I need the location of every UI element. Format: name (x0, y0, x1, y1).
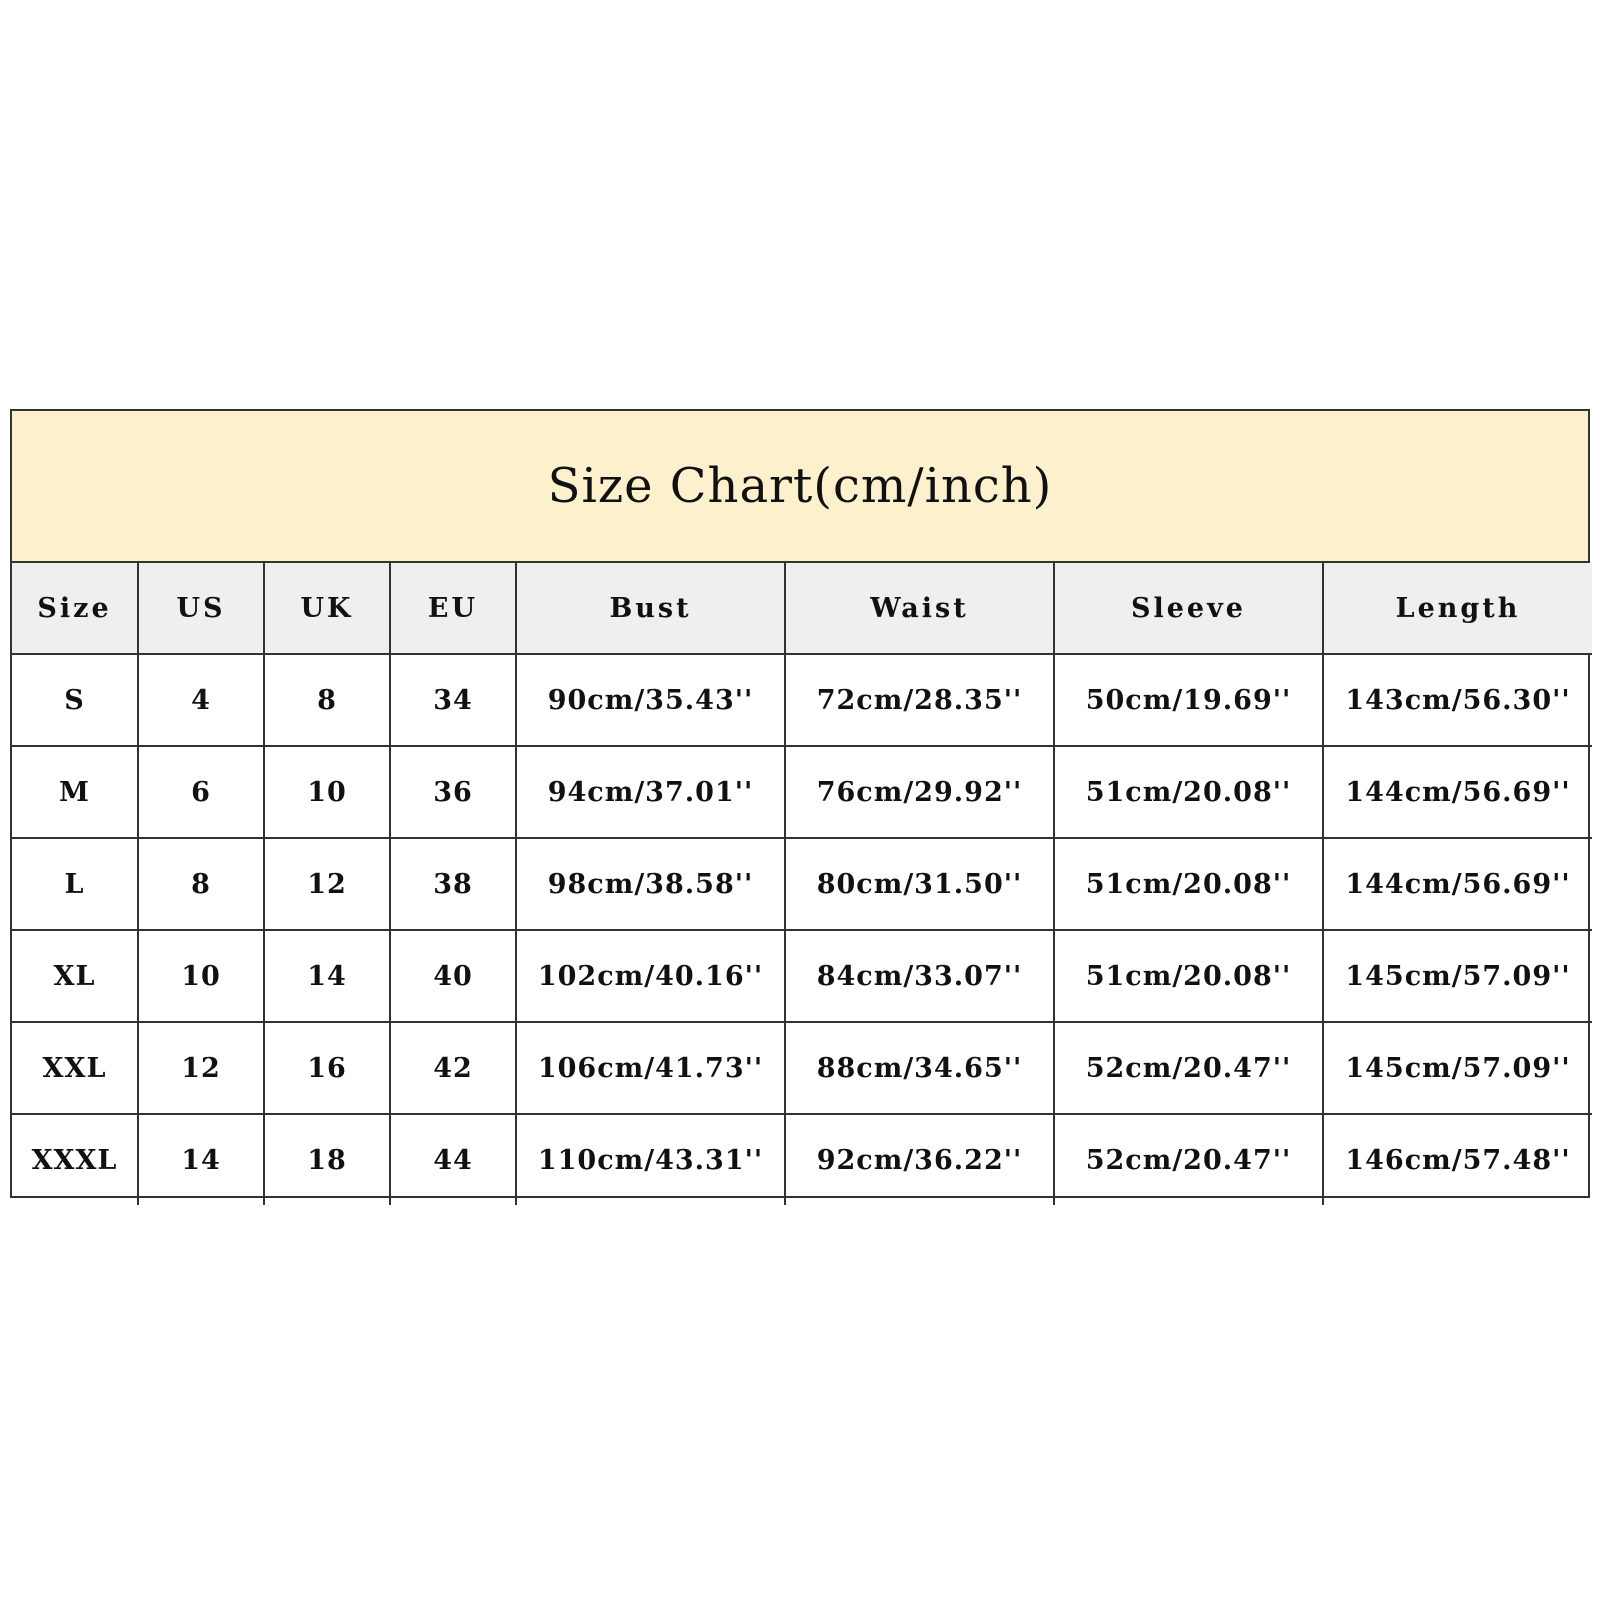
cell-bust: 94cm/37.01'' (516, 746, 785, 838)
cell-us: 10 (138, 930, 264, 1022)
header-sleeve: Sleeve (1054, 563, 1323, 654)
cell-size: XXL (12, 1022, 138, 1114)
cell-bust: 102cm/40.16'' (516, 930, 785, 1022)
cell-size: XL (12, 930, 138, 1022)
cell-eu: 36 (390, 746, 516, 838)
cell-bust: 90cm/35.43'' (516, 654, 785, 746)
cell-uk: 16 (264, 1022, 390, 1114)
cell-eu: 42 (390, 1022, 516, 1114)
cell-us: 8 (138, 838, 264, 930)
cell-bust: 106cm/41.73'' (516, 1022, 785, 1114)
cell-uk: 18 (264, 1114, 390, 1205)
cell-uk: 14 (264, 930, 390, 1022)
title-band (12, 411, 1588, 563)
cell-bust: 110cm/43.31'' (516, 1114, 785, 1205)
size-chart (10, 409, 1590, 1198)
cell-waist: 80cm/31.50'' (785, 838, 1054, 930)
table-row (12, 746, 1592, 838)
cell-waist: 92cm/36.22'' (785, 1114, 1054, 1205)
size-chart-title: Size Chart(cm/inch) (547, 458, 1053, 514)
cell-size: S (12, 654, 138, 746)
cell-length: 143cm/56.30'' (1323, 654, 1592, 746)
cell-sleeve: 51cm/20.08'' (1054, 746, 1323, 838)
cell-us: 4 (138, 654, 264, 746)
cell-eu: 40 (390, 930, 516, 1022)
cell-size: M (12, 746, 138, 838)
cell-length: 144cm/56.69'' (1323, 838, 1592, 930)
cell-waist: 72cm/28.35'' (785, 654, 1054, 746)
cell-eu: 44 (390, 1114, 516, 1205)
cell-size: XXXL (12, 1114, 138, 1205)
cell-sleeve: 52cm/20.47'' (1054, 1022, 1323, 1114)
header-eu: EU (390, 563, 516, 654)
cell-us: 14 (138, 1114, 264, 1205)
header-waist: Waist (785, 563, 1054, 654)
cell-sleeve: 51cm/20.08'' (1054, 838, 1323, 930)
cell-uk: 8 (264, 654, 390, 746)
table-row (12, 1022, 1592, 1114)
cell-us: 12 (138, 1022, 264, 1114)
cell-length: 145cm/57.09'' (1323, 930, 1592, 1022)
cell-bust: 98cm/38.58'' (516, 838, 785, 930)
header-size: Size (12, 563, 138, 654)
table-row (12, 1114, 1592, 1205)
header-length: Length (1323, 563, 1592, 654)
cell-waist: 88cm/34.65'' (785, 1022, 1054, 1114)
table-row (12, 654, 1592, 746)
cell-length: 144cm/56.69'' (1323, 746, 1592, 838)
cell-us: 6 (138, 746, 264, 838)
cell-uk: 10 (264, 746, 390, 838)
cell-sleeve: 52cm/20.47'' (1054, 1114, 1323, 1205)
header-bust: Bust (516, 563, 785, 654)
table-row (12, 838, 1592, 930)
cell-sleeve: 51cm/20.08'' (1054, 930, 1323, 1022)
cell-length: 146cm/57.48'' (1345, 1144, 1571, 1176)
header-row (12, 563, 1592, 654)
header-uk: UK (264, 563, 390, 654)
cell-sleeve: 50cm/19.69'' (1054, 654, 1323, 746)
cell-eu: 34 (390, 654, 516, 746)
cell-waist: 76cm/29.92'' (785, 746, 1054, 838)
header-us: US (138, 563, 264, 654)
cell-uk: 12 (264, 838, 390, 930)
cell-eu: 38 (390, 838, 516, 930)
cell-waist: 84cm/33.07'' (785, 930, 1054, 1022)
size-table (12, 563, 1592, 1205)
cell-size: L (12, 838, 138, 930)
table-row (12, 930, 1592, 1022)
cell-length: 145cm/57.09'' (1323, 1022, 1592, 1114)
